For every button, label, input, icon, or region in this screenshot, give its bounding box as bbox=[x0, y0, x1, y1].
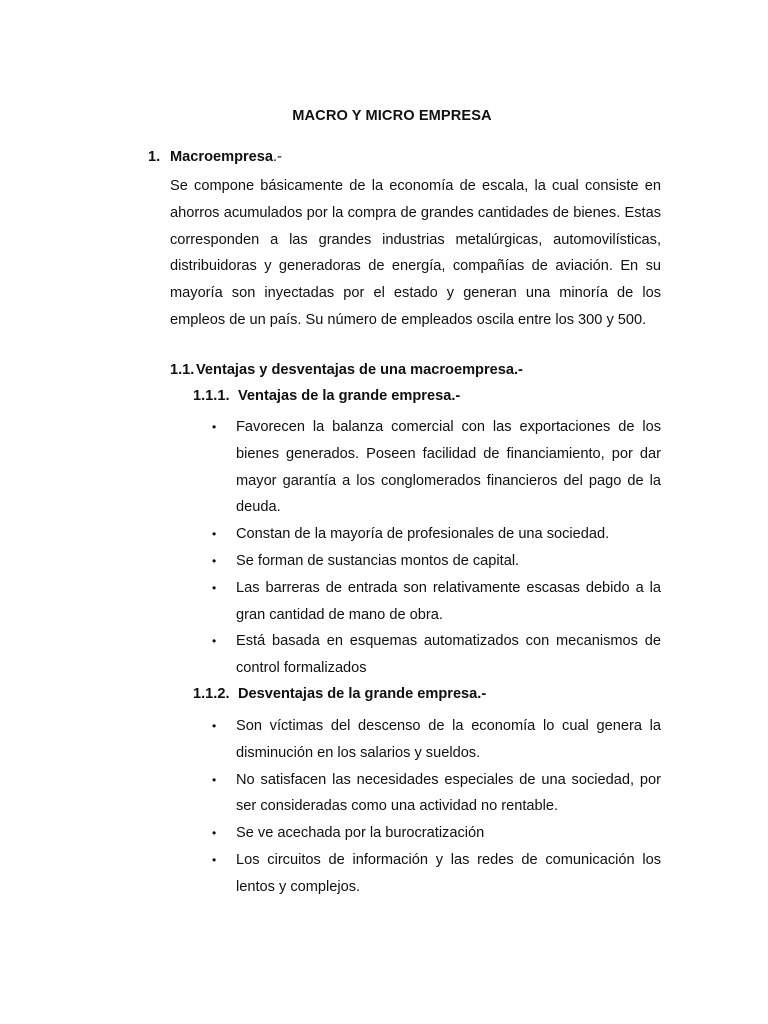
bullet-icon: • bbox=[212, 553, 217, 568]
section-1-1-1-heading bbox=[193, 388, 460, 404]
section-1-number: 1. bbox=[148, 149, 161, 165]
section-1-suffix: .- bbox=[273, 149, 282, 165]
section-1-paragraph: Se compone básicamente de la economía de escala, la cual consiste en ahorros acumulados por la compra de grandes cantidades de bienes. Estas corresponden a las grandes industrias metalúrgicas, automovilísticas, distribuidoras y generadoras de energía, compañías de aviación. En su mayoría son inyectadas por el estado y generan una minoría de los empleos de un país. Su número de empleados oscila entre los 300 y 500. bbox=[170, 178, 661, 328]
bullet-icon: • bbox=[212, 826, 217, 841]
disadvantages-list bbox=[212, 713, 661, 901]
list-item: • Son víctimas del descenso de la economía lo cual genera la disminución en los salarios y sueldos. bbox=[212, 713, 661, 767]
list-item: • Constan de la mayoría de profesionales de una sociedad. bbox=[212, 521, 661, 548]
section-1-1-heading bbox=[170, 362, 523, 378]
list-item: • No satisfacen las necesidades especiales de una sociedad, por ser consideradas como una actividad no rentable. bbox=[212, 767, 661, 821]
list-item: • Se forman de sustancias montos de capital. bbox=[212, 548, 661, 575]
bullet-icon: • bbox=[212, 580, 217, 595]
list-item: • Está basada en esquemas automatizados con mecanismos de control formalizados bbox=[212, 628, 661, 682]
bullet-icon: • bbox=[212, 719, 217, 733]
section-1-title: Macroempresa bbox=[170, 149, 274, 165]
bullet-icon: • bbox=[212, 634, 217, 649]
list-item: • Se ve acechada por la burocratización bbox=[212, 820, 661, 847]
list-item: • Los circuitos de información y las redes de comunicación los lentos y complejos. bbox=[212, 847, 661, 901]
section-1-1-2-title: Desventajas de la grande empresa.- bbox=[238, 686, 487, 702]
list-item: • Las barreras de entrada son relativamente escasas debido a la gran cantidad de mano de obra. bbox=[212, 575, 661, 629]
section-1-1-title: Ventajas y desventajas de una macroempresa.- bbox=[196, 362, 523, 378]
bullet-icon: • bbox=[212, 420, 217, 434]
section-1-1-2-number: 1.1.2. bbox=[193, 686, 230, 702]
section-1-1-2-heading bbox=[193, 686, 486, 702]
bullet-icon: • bbox=[212, 772, 217, 787]
section-1-1-1-number: 1.1.1. bbox=[193, 388, 230, 404]
section-1-heading bbox=[148, 149, 282, 165]
advantages-list bbox=[212, 414, 661, 682]
bullet-icon: • bbox=[212, 527, 217, 542]
bullet-icon: • bbox=[212, 852, 217, 867]
section-1-1-1-title: Ventajas de la grande empresa.- bbox=[238, 388, 461, 404]
section-1-1-number: 1.1. bbox=[170, 362, 195, 378]
list-item: • Favorecen la balanza comercial con las exportaciones de los bienes generados. Poseen facilidad de financiamiento, por dar mayor garantía a los conglomerados financieros del pago de la deuda. bbox=[212, 414, 661, 521]
page-title: MACRO Y MICRO EMPRESA bbox=[292, 108, 492, 124]
